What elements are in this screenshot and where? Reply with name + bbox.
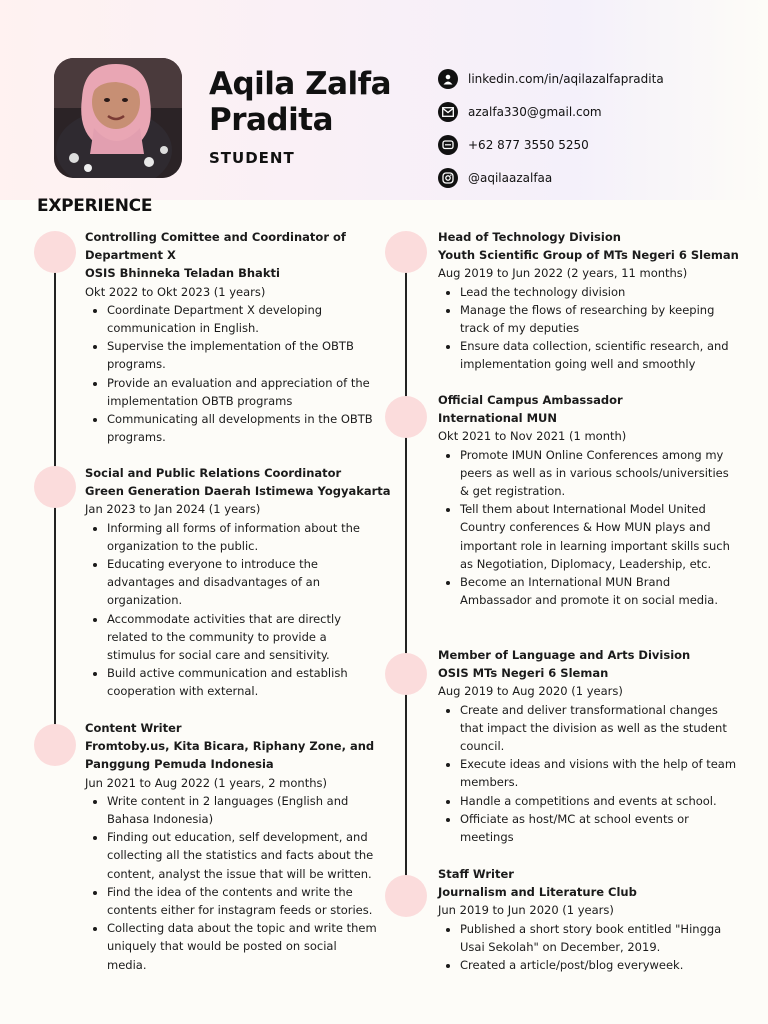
bullet-item: • Published a short story book entitled "Hingga Usai Sekolah" on December, 2019.: [460, 920, 738, 956]
timeline-dot: [34, 231, 76, 273]
bullet-item: • Become an International MUN Brand Ambassador and promote it on social media.: [460, 573, 738, 609]
entry-organization: Green Generation Daerah Istimewa Yogyakarta: [85, 484, 391, 499]
experience-entry: [438, 646, 738, 846]
timeline-right-line: [405, 252, 407, 896]
entry-date: Jan 2023 to Jan 2024 (1 years): [85, 502, 261, 517]
timeline-dot: [385, 875, 427, 917]
experience-entry: [438, 391, 738, 609]
instagram-icon: [438, 168, 458, 188]
bullet-item: • Write content in 2 languages (English and Bahasa Indonesia): [107, 792, 377, 828]
experience-entry: [85, 719, 377, 974]
bullet-item: • Officiate as host/MC at school events or meetings: [460, 810, 738, 846]
experience-entry: [85, 228, 377, 446]
entry-organization: Youth Scientific Group of MTs Negeri 6 Sleman: [438, 248, 739, 263]
timeline-dot: [34, 724, 76, 766]
bullet-item: • Collecting data about the topic and write them uniquely that would be posted on social media.: [107, 919, 377, 974]
contact-linkedin-text: linkedin.com/in/aqilazalfapradita: [468, 71, 664, 86]
entry-title: Official Campus Ambassador: [438, 393, 623, 407]
entry-title: Content Writer: [85, 721, 182, 735]
entry-date: Aug 2019 to Aug 2020 (1 years): [438, 684, 623, 699]
entry-organization: International MUN: [438, 411, 558, 426]
entry-title: Controlling Comittee and Coordinator of Department X: [85, 230, 346, 263]
bullet-item: • Educating everyone to introduce the advantages and disadvantages of an organization.: [107, 555, 377, 610]
entry-organization: Fromtoby.us, Kita Bicara, Riphany Zone, and Panggung Pemuda Indonesia: [85, 739, 375, 772]
entry-organization: Journalism and Literature Club: [438, 885, 637, 900]
linkedin-icon: [438, 69, 458, 89]
entry-date: Okt 2021 to Nov 2021 (1 month): [438, 429, 627, 444]
timeline-dot: [385, 231, 427, 273]
experience-entry: [438, 228, 738, 374]
bullet-item: • Handle a competitions and events at school.: [460, 792, 738, 810]
contact-phone[interactable]: [438, 128, 748, 161]
bullet-item: • Build active communication and establish cooperation with external.: [107, 664, 377, 700]
entry-bullets: [85, 301, 377, 447]
section-title-experience: EXPERIENCE: [37, 196, 153, 216]
entry-date: Jun 2019 to Jun 2020 (1 years): [438, 903, 614, 918]
entry-bullets: [438, 920, 738, 975]
entry-title: Staff Writer: [438, 867, 514, 881]
contact-instagram-text: @aqilaazalfaa: [468, 170, 553, 185]
bullet-item: • Created a article/post/blog everyweek.: [460, 956, 738, 974]
bullet-item: • Communicating all developments in the OBTB programs.: [107, 410, 377, 446]
entry-title: Head of Technology Division: [438, 230, 621, 244]
entry-bullets: [438, 283, 738, 374]
bullet-item: • Execute ideas and visions with the help of team members.: [460, 755, 738, 791]
entry-bullets: [85, 792, 377, 974]
bullet-item: • Tell them about International Model United Country conferences & How MUN plays and important role in learning important skills such as Negotiation, Diplomacy, Leadership, etc.: [460, 500, 738, 573]
profile-photo: [54, 58, 182, 178]
entry-organization: OSIS Bhinneka Teladan Bhakti: [85, 266, 280, 281]
experience-entry: [438, 865, 738, 974]
entry-date: Okt 2022 to Okt 2023 (1 years): [85, 284, 266, 299]
experience-entry: [85, 464, 391, 701]
bullet-item: • Informing all forms of information about the organization to the public.: [107, 519, 377, 555]
bullet-item: • Create and deliver transformational changes that impact the division as well as the student council.: [460, 701, 738, 756]
entry-bullets: [438, 446, 738, 610]
bullet-item: • Supervise the implementation of the OBTB programs.: [107, 337, 377, 373]
bullet-item: • Finding out education, self development, and collecting all the statistics and facts about the content, analyst the issue that will be written.: [107, 828, 377, 883]
full-name: Aqila Zalfa Pradita: [209, 66, 392, 138]
mail-icon: [438, 102, 458, 122]
entry-organization: OSIS MTs Negeri 6 Sleman: [438, 666, 609, 681]
entry-date: Jun 2021 to Aug 2022 (1 years, 2 months): [85, 775, 327, 790]
bullet-item: • Accommodate activities that are directly related to the community to provide a stimulus for social care and sensitivity.: [107, 610, 377, 665]
phone-icon: [438, 135, 458, 155]
contact-linkedin[interactable]: [438, 62, 748, 95]
bullet-item: • Find the idea of the contents and write the contents either for instagram feeds or stories.: [107, 883, 377, 919]
entry-title: Social and Public Relations Coordinator: [85, 466, 342, 480]
bullet-item: • Lead the technology division: [460, 283, 738, 301]
timeline-dot: [385, 396, 427, 438]
entry-bullets: [85, 519, 377, 701]
contact-email-text: azalfa330@gmail.com: [468, 104, 602, 119]
entry-date: Aug 2019 to Jun 2022 (2 years, 11 months): [438, 266, 688, 281]
contact-phone-text: +62 877 3550 5250: [468, 137, 589, 152]
timeline-dot: [34, 466, 76, 508]
bullet-item: • Coordinate Department X developing communication in English.: [107, 301, 377, 337]
timeline-dot: [385, 653, 427, 695]
bullet-item: • Ensure data collection, scientific research, and implementation going well and smoothly: [460, 337, 738, 373]
contact-email[interactable]: [438, 95, 748, 128]
bullet-item: • Promote IMUN Online Conferences among my peers as well as in various schools/universities & get registration.: [460, 446, 738, 501]
contact-instagram[interactable]: [438, 161, 748, 194]
job-title: STUDENT: [209, 149, 295, 167]
entry-title: Member of Language and Arts Division: [438, 648, 691, 662]
bullet-item: • Manage the flows of researching by keeping track of my deputies: [460, 301, 738, 337]
contact-list: [438, 62, 748, 194]
entry-bullets: [438, 701, 738, 847]
bullet-item: • Provide an evaluation and appreciation of the implementation OBTB programs: [107, 374, 377, 410]
